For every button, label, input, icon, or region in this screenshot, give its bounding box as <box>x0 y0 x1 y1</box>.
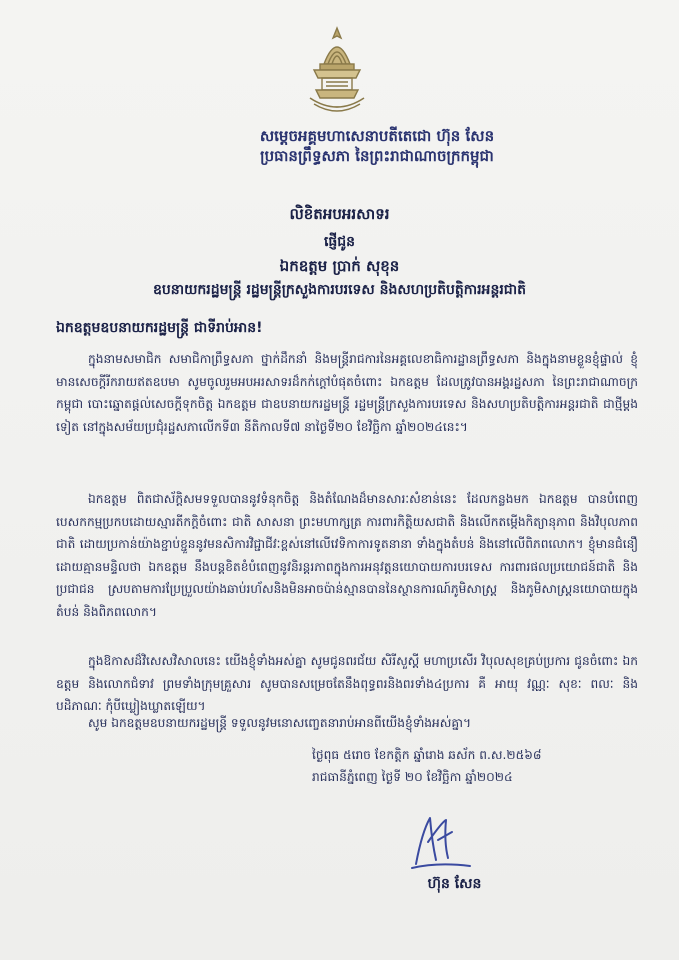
solar-date: រាជធានីភ្នំពេញ ថ្ងៃទី ២០ ខែវិច្ឆិកា ឆ្នាំ២០២៤ <box>312 770 513 784</box>
handwritten-signature <box>408 812 478 874</box>
signer-name: ហ៊ុន សែន <box>427 876 482 892</box>
paragraph-2: ឯកឧត្តម ពិតជាស័ក្តិសមទទួលបាននូវទំនុកចិត្ត និងតំណែងដ៏មានសារៈសំខាន់នេះ ដែលកន្លងមក ឯកឧត្តម បានបំពេញបេសកកម្មប្រកបដោយស្មារតីកក្តិចំពោះ ជាតិ សាសនា ព្រះមហាក្សត្រ ការពារកិត្តិយសជាតិ និងលើកតម្កើងកិត្យានុភាព និងវិបុលភាពជាតិ ដោយប្រកាន់យ៉ាងខ្ជាប់ខ្ជួននូវមនសិការវិជ្ជាជីវៈខ្ពស់នៅលើវេទិកាការទូតនានា ទាំងក្នុងតំបន់ និងនៅលើពិភពលោក។ ខ្ញុំមានជំនឿដោយគ្មានមន្ទិលថា ឯកឧត្តម នឹងបន្តខិតខំបំពេញនូវនិរន្តរភាពក្នុងការអនុវត្តនយោបាយការបរទេស ការពារផលប្រយោជន៍ជាតិ និងប្រជាជន ស្របតាមការប្រែប្រួលយ៉ាងឆាប់រហ័សនិងមិនអាចប៉ាន់ស្មានបាននៃស្ថានការណ៍ភូមិសាស្ត្រ និងភូមិសាស្ត្រនយោបាយក្នុងតំបន់ និងពិភពលោក។ <box>56 492 638 619</box>
date-block <box>312 744 632 788</box>
recipient-name: ឯកឧត្តម ប្រាក់ សុខុន <box>279 257 400 275</box>
paragraph-1: ក្នុងនាមសមាជិក សមាជិកាព្រឹទ្ធសភា ថ្នាក់ដឹកនាំ និងមន្ត្រីរាជការនៃអគ្គលេខាធិការដ្ឋានព្រឹទ្ធសភា និងក្នុងនាមខ្លួនខ្ញុំផ្ទាល់ ខ្ញុំមានសេចក្តីរីករាយឥតឧបមា សូមចូលរួមអបអរសាទរដ៏កក់ក្តៅបំផុតចំពោះ ឯកឧត្តម ដែលត្រូវបានអង្គរដ្ឋសភា នៃព្រះរាជាណាចក្រកម្ពុជា បោះឆ្នោតផ្តល់សេចក្តីទុកចិត្ត ឯកឧត្តម ជាឧបនាយករដ្ឋមន្ត្រី រដ្ឋមន្ត្រីក្រសួងការបរទេស និងសហប្រតិបត្តិការអន្តរជាតិ ជាថ្មីម្តងទៀត នៅក្នុងសម័យប្រជុំរដ្ឋសភាលើកទី៣ នីតិកាលទី៧ នាថ្ងៃទី២០ ខែវិច្ឆិកា ឆ្នាំ២០២៤នេះ។ <box>56 352 638 434</box>
paragraph-4: សូម ឯកឧត្តមឧបនាយករដ្ឋមន្ត្រី ទទួលនូវមនោសញ្ចេតនារាប់អានពីយើងខ្ញុំទាំងអស់គ្នា។ <box>88 716 472 730</box>
paragraph-3: ក្នុងឱកាសដ៏វិសេសវិសាលនេះ យើងខ្ញុំទាំងអស់គ្នា សូមជូនពរជ័យ សិរីសួស្តី មហាប្រសើរ វិបុលសុខគ្រប់ប្រការ ជូនចំពោះ ឯកឧត្តម និងលោកជំទាវ ព្រមទាំងក្រុមគ្រួសារ សូមបានសម្រេចតែនឹងពុទ្ធពរនិងពរទាំង៤ប្រការ គឺ អាយុ វណ្ណៈ សុខៈ ពលៈ និង បដិភាណៈ កុំបីឃ្លៀងឃ្លាតឡើយ។ <box>56 654 638 713</box>
issuer-title: ប្រធានព្រឹទ្ធសភា នៃព្រះរាជាណាចក្រកម្ពុជា <box>260 147 494 165</box>
document-to: ផ្ញើជូន <box>323 234 356 250</box>
senate-emblem-icon <box>302 24 372 116</box>
document-type: លិខិតអបអរសាទរ <box>289 205 390 223</box>
issuer-name: សម្តេចអគ្គមហាសេនាបតីតេជោ ហ៊ុន សែន <box>259 127 495 145</box>
issuer-block <box>212 126 542 166</box>
salutation: ឯកឧត្តមឧបនាយករដ្ឋមន្ត្រី ជាទីរាប់អាន! <box>56 320 263 336</box>
recipient-title: ឧបនាយករដ្ឋមន្ត្រី រដ្ឋមន្ត្រីក្រសួងការបរទេស និងសហប្រតិបត្តិការអន្តរជាតិ <box>152 282 526 298</box>
lunar-date: ថ្ងៃពុធ ៥រោច ខែកត្តិក ឆ្នាំរោង ឆស័ក ព.ស.២៥៦៨ <box>312 748 542 762</box>
